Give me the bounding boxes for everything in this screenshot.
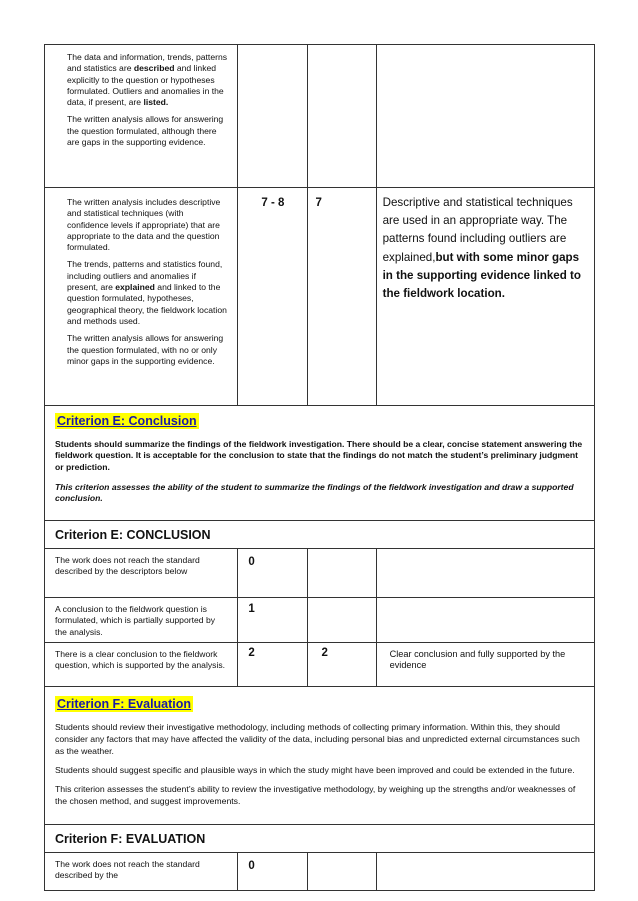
comment-cell <box>376 549 594 598</box>
criterion-f-title-row <box>45 825 595 853</box>
descriptor-bold: explained <box>115 282 155 293</box>
descriptor-text: The work does not reach the standard described by the <box>55 859 200 881</box>
comment-text: Clear conclusion and fully supported by the evidence <box>389 649 566 671</box>
awarded-cell <box>308 598 376 643</box>
comment-cell <box>376 45 594 188</box>
marks-cell <box>238 45 308 188</box>
criterion-e-description <box>45 406 595 521</box>
descriptor-cell <box>45 188 238 406</box>
criterion-e-row-0 <box>45 549 595 598</box>
awarded-mark: 7 <box>315 197 322 209</box>
rubric-table <box>44 44 595 891</box>
criterion-assessment: This criterion assesses the ability of the student to summarize the findings of the fieldwork investigation and draw a supported conclusion. <box>55 481 574 504</box>
criterion-e-row-1 <box>45 598 595 643</box>
awarded-cell <box>308 45 376 188</box>
descriptor-text: The written analysis allows for answering the question formulated, with no or only minor gaps in the supporting evidence. <box>67 333 224 366</box>
rubric-row-explained <box>45 188 595 406</box>
mark-value: 2 <box>248 647 255 659</box>
criterion-description: Students should suggest specific and plausible ways in which the study might have been improved and could be extended in the future. <box>55 765 575 775</box>
rubric-page <box>44 44 595 901</box>
descriptor-bold: described <box>133 63 175 74</box>
descriptor-text: The data and information, trends, patterns and statistics are <box>67 52 228 74</box>
criterion-f-description-row <box>45 687 595 825</box>
descriptor-text: The written analysis includes descriptive and statistical techniques (with confidence levels if appropriate) that are appropriate to the data and the question formulated. <box>67 197 221 253</box>
descriptor-text: The trends, patterns and statistics found, including outliers and anomalies if present, are <box>67 259 223 293</box>
rubric-row-described <box>45 45 595 188</box>
criterion-e-description-row <box>45 406 595 521</box>
criterion-f-description <box>45 687 595 825</box>
comment-cell <box>376 598 594 643</box>
criterion-title-cell <box>45 521 595 549</box>
descriptor-text: The written analysis allows for answering the question formulated, although there are gaps in the supporting evidence. <box>67 114 224 148</box>
criterion-e-row-2 <box>45 643 595 687</box>
awarded-mark: 2 <box>321 647 328 659</box>
awarded-cell <box>308 188 376 406</box>
descriptor-cell <box>45 45 238 188</box>
criterion-heading: Criterion E: Conclusion <box>57 414 197 428</box>
criterion-title-cell <box>45 825 595 853</box>
descriptor-text: There is a clear conclusion to the fieldwork question, which is supported by the analysis. <box>55 649 226 671</box>
awarded-cell <box>308 853 376 891</box>
criterion-description: Students should review their investigative methodology, including methods of collecting primary information. Within this, they should consider any factors that may have affected the validity of the data, including personal bias and unpredicted external circumstances such as the weather. <box>55 722 580 756</box>
criterion-assessment: This criterion assesses the student’s ability to review the investigative methodology, by weighing up the strengths and/or weaknesses of the chosen method, and suggest improvements. <box>55 784 576 806</box>
descriptor-text: and linked explicitly to the question or hypotheses formulated. Outliers and anomalies in the data, if present, are <box>67 63 224 108</box>
mark-value: 0 <box>248 556 255 568</box>
criterion-title: Criterion E: CONCLUSION <box>55 528 211 542</box>
criterion-f-row-0 <box>45 853 595 891</box>
comment-cell <box>376 853 594 891</box>
mark-range: 7 - 8 <box>261 197 285 209</box>
awarded-cell <box>308 549 376 598</box>
criterion-description: Students should summarize the findings of the fieldwork investigation. There should be a clear, concise statement answering the fieldwork question. It is acceptable for the conclusion to state that the findings do not match the student’s preliminary judgment or prediction. <box>55 439 583 472</box>
criterion-title: Criterion F: EVALUATION <box>55 832 206 846</box>
criterion-heading: Criterion F: Evaluation <box>57 697 192 711</box>
mark-value: 1 <box>248 603 255 615</box>
comment-cell <box>376 188 594 406</box>
comment-text: Descriptive and statistical techniques are used in an appropriate way. The patterns found including outliers are explained, <box>382 196 573 264</box>
marks-cell <box>238 188 308 406</box>
descriptor-text: and linked to the question formulated, hypotheses, geographical theory, the fieldwork location and methods used. <box>67 282 227 326</box>
descriptor-bold: listed. <box>143 97 169 108</box>
comment-bold: but with some minor gaps in the supporting evidence linked to the fieldwork location. <box>382 250 581 301</box>
descriptor-text: The work does not reach the standard described by the descriptors below <box>55 555 200 577</box>
mark-value: 0 <box>248 860 255 872</box>
criterion-e-title-row <box>45 521 595 549</box>
descriptor-text: A conclusion to the fieldwork question is formulated, which is partially supported by the analysis. <box>55 604 216 637</box>
